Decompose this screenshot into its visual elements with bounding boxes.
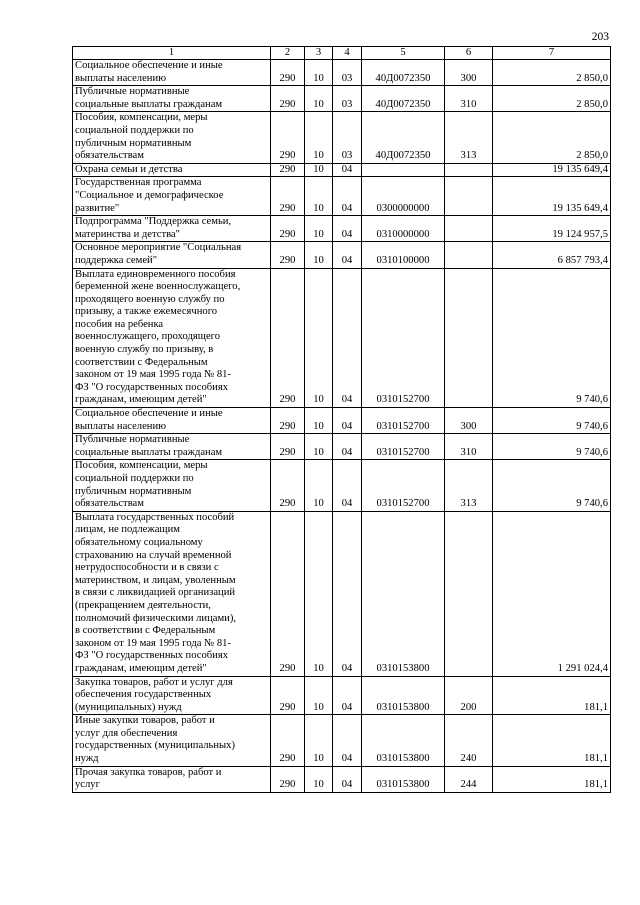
- row-expense-type-cell: [445, 177, 493, 216]
- row-gr-cell: 290: [271, 715, 305, 766]
- row-gr-cell: 290: [271, 216, 305, 242]
- table-row: [73, 268, 611, 408]
- row-name-cell: Пособия, компенсации, меры социальной поддержки по публичным нормативным обязательствам: [73, 460, 271, 511]
- table-row: [73, 766, 611, 792]
- row-amount-cell: 181,1: [493, 766, 611, 792]
- row-expense-type-cell: 310: [445, 434, 493, 460]
- row-name-cell: Прочая закупка товаров, работ и услуг: [73, 766, 271, 792]
- row-subsection-cell: 04: [333, 216, 362, 242]
- row-amount-cell: 2 850,0: [493, 112, 611, 163]
- table-row: [73, 86, 611, 112]
- header-col-1: 1: [73, 47, 271, 60]
- row-name-cell: Социальное обеспечение и иные выплаты населению: [73, 408, 271, 434]
- row-expense-type-cell: [445, 242, 493, 268]
- row-subsection-cell: 04: [333, 766, 362, 792]
- row-gr-cell: 290: [271, 511, 305, 676]
- row-amount-cell: 1 291 024,4: [493, 511, 611, 676]
- row-name-cell: Закупка товаров, работ и услуг для обеспечения государственных (муниципальных) нужд: [73, 676, 271, 715]
- row-name-cell: Выплата единовременного пособия беременной жене военнослужащего, проходящего военную службу по призыву, а также ежемесячного пособия на ребенка военнослужащего, проходящего военную службу по призыву, в соответствии с Федеральным законом от 19 мая 1995 года № 81- ФЗ "О государственных пособиях гражданам, имеющим детей": [73, 268, 271, 408]
- row-gr-cell: 290: [271, 460, 305, 511]
- row-name-cell: Подпрограмма "Поддержка семьи, материнства и детства": [73, 216, 271, 242]
- row-subsection-cell: 03: [333, 86, 362, 112]
- row-section-cell: 10: [305, 434, 333, 460]
- row-section-cell: 10: [305, 408, 333, 434]
- budget-table: [72, 46, 611, 793]
- header-col-7: 7: [493, 47, 611, 60]
- row-expense-type-cell: [445, 511, 493, 676]
- row-expense-type-cell: 313: [445, 112, 493, 163]
- row-subsection-cell: 04: [333, 715, 362, 766]
- row-name-cell: Охрана семьи и детства: [73, 163, 271, 177]
- row-section-cell: 10: [305, 511, 333, 676]
- table-row: [73, 408, 611, 434]
- row-name-cell: Основное мероприятие "Социальная поддержка семей": [73, 242, 271, 268]
- row-gr-cell: 290: [271, 268, 305, 408]
- row-amount-cell: 9 740,6: [493, 268, 611, 408]
- row-target-article-cell: 40Д0072350: [362, 86, 445, 112]
- row-section-cell: 10: [305, 460, 333, 511]
- row-section-cell: 10: [305, 177, 333, 216]
- row-target-article-cell: 0310153800: [362, 676, 445, 715]
- page-number: 203: [591, 31, 609, 43]
- header-col-2: 2: [271, 47, 305, 60]
- table-row: [73, 177, 611, 216]
- row-subsection-cell: 04: [333, 511, 362, 676]
- row-expense-type-cell: [445, 163, 493, 177]
- row-subsection-cell: 04: [333, 408, 362, 434]
- row-amount-cell: 9 740,6: [493, 460, 611, 511]
- row-amount-cell: 2 850,0: [493, 60, 611, 86]
- row-gr-cell: 290: [271, 112, 305, 163]
- row-subsection-cell: 04: [333, 242, 362, 268]
- row-subsection-cell: 04: [333, 163, 362, 177]
- row-name-cell: Публичные нормативные социальные выплаты гражданам: [73, 434, 271, 460]
- row-section-cell: 10: [305, 86, 333, 112]
- row-section-cell: 10: [305, 60, 333, 86]
- row-target-article-cell: 0310152700: [362, 460, 445, 511]
- row-gr-cell: 290: [271, 766, 305, 792]
- row-target-article-cell: [362, 163, 445, 177]
- row-section-cell: 10: [305, 242, 333, 268]
- table-row: [73, 434, 611, 460]
- row-amount-cell: 19 135 649,4: [493, 177, 611, 216]
- table-row: [73, 112, 611, 163]
- header-col-4: 4: [333, 47, 362, 60]
- row-subsection-cell: 04: [333, 460, 362, 511]
- row-amount-cell: 181,1: [493, 676, 611, 715]
- row-amount-cell: 9 740,6: [493, 408, 611, 434]
- row-target-article-cell: 0310153800: [362, 766, 445, 792]
- row-amount-cell: 19 135 649,4: [493, 163, 611, 177]
- row-expense-type-cell: 200: [445, 676, 493, 715]
- row-amount-cell: 6 857 793,4: [493, 242, 611, 268]
- row-expense-type-cell: 240: [445, 715, 493, 766]
- row-section-cell: 10: [305, 766, 333, 792]
- row-gr-cell: 290: [271, 86, 305, 112]
- table-row: [73, 60, 611, 86]
- row-name-cell: Пособия, компенсации, меры социальной поддержки по публичным нормативным обязательствам: [73, 112, 271, 163]
- row-expense-type-cell: 313: [445, 460, 493, 511]
- row-target-article-cell: 0310153800: [362, 511, 445, 676]
- row-name-cell: Иные закупки товаров, работ и услуг для обеспечения государственных (муниципальных) нужд: [73, 715, 271, 766]
- row-target-article-cell: 0310152700: [362, 268, 445, 408]
- row-subsection-cell: 03: [333, 112, 362, 163]
- table-row: [73, 216, 611, 242]
- row-gr-cell: 290: [271, 676, 305, 715]
- row-amount-cell: 9 740,6: [493, 434, 611, 460]
- row-section-cell: 10: [305, 163, 333, 177]
- table-row: [73, 676, 611, 715]
- row-section-cell: 10: [305, 715, 333, 766]
- row-expense-type-cell: 300: [445, 60, 493, 86]
- row-expense-type-cell: 300: [445, 408, 493, 434]
- row-expense-type-cell: 244: [445, 766, 493, 792]
- row-target-article-cell: 40Д0072350: [362, 112, 445, 163]
- row-target-article-cell: 0310000000: [362, 216, 445, 242]
- row-gr-cell: 290: [271, 163, 305, 177]
- row-expense-type-cell: [445, 268, 493, 408]
- row-target-article-cell: 0310152700: [362, 408, 445, 434]
- row-expense-type-cell: [445, 216, 493, 242]
- row-name-cell: Публичные нормативные социальные выплаты гражданам: [73, 86, 271, 112]
- row-amount-cell: 2 850,0: [493, 86, 611, 112]
- row-target-article-cell: 0310152700: [362, 434, 445, 460]
- row-gr-cell: 290: [271, 60, 305, 86]
- row-subsection-cell: 04: [333, 434, 362, 460]
- header-col-5: 5: [362, 47, 445, 60]
- row-section-cell: 10: [305, 268, 333, 408]
- row-subsection-cell: 04: [333, 676, 362, 715]
- table-row: [73, 460, 611, 511]
- row-target-article-cell: 0310153800: [362, 715, 445, 766]
- table-row: [73, 242, 611, 268]
- row-subsection-cell: 04: [333, 268, 362, 408]
- row-gr-cell: 290: [271, 242, 305, 268]
- row-expense-type-cell: 310: [445, 86, 493, 112]
- table-row: [73, 511, 611, 676]
- header-col-6: 6: [445, 47, 493, 60]
- row-target-article-cell: 40Д0072350: [362, 60, 445, 86]
- table-header-row: [73, 47, 611, 60]
- table-row: [73, 715, 611, 766]
- header-col-3: 3: [305, 47, 333, 60]
- row-name-cell: Государственная программа "Социальное и демографическое развитие": [73, 177, 271, 216]
- row-amount-cell: 19 124 957,5: [493, 216, 611, 242]
- row-section-cell: 10: [305, 112, 333, 163]
- table-row: [73, 163, 611, 177]
- row-section-cell: 10: [305, 216, 333, 242]
- row-target-article-cell: 0300000000: [362, 177, 445, 216]
- row-name-cell: Социальное обеспечение и иные выплаты населению: [73, 60, 271, 86]
- row-name-cell: Выплата государственных пособий лицам, не подлежащим обязательному социальному страхованию на случай временной нетрудоспособности и в связи с материнством, и лицам, уволенным в связи с ликвидацией организаций (прекращением деятельности, полномочий физическими лицами), в соответствии с Федеральным законом от 19 мая 1995 года № 81- ФЗ "О государственных пособиях гражданам, имеющим детей": [73, 511, 271, 676]
- row-amount-cell: 181,1: [493, 715, 611, 766]
- row-subsection-cell: 03: [333, 60, 362, 86]
- row-gr-cell: 290: [271, 434, 305, 460]
- row-section-cell: 10: [305, 676, 333, 715]
- row-target-article-cell: 0310100000: [362, 242, 445, 268]
- row-subsection-cell: 04: [333, 177, 362, 216]
- row-gr-cell: 290: [271, 177, 305, 216]
- row-gr-cell: 290: [271, 408, 305, 434]
